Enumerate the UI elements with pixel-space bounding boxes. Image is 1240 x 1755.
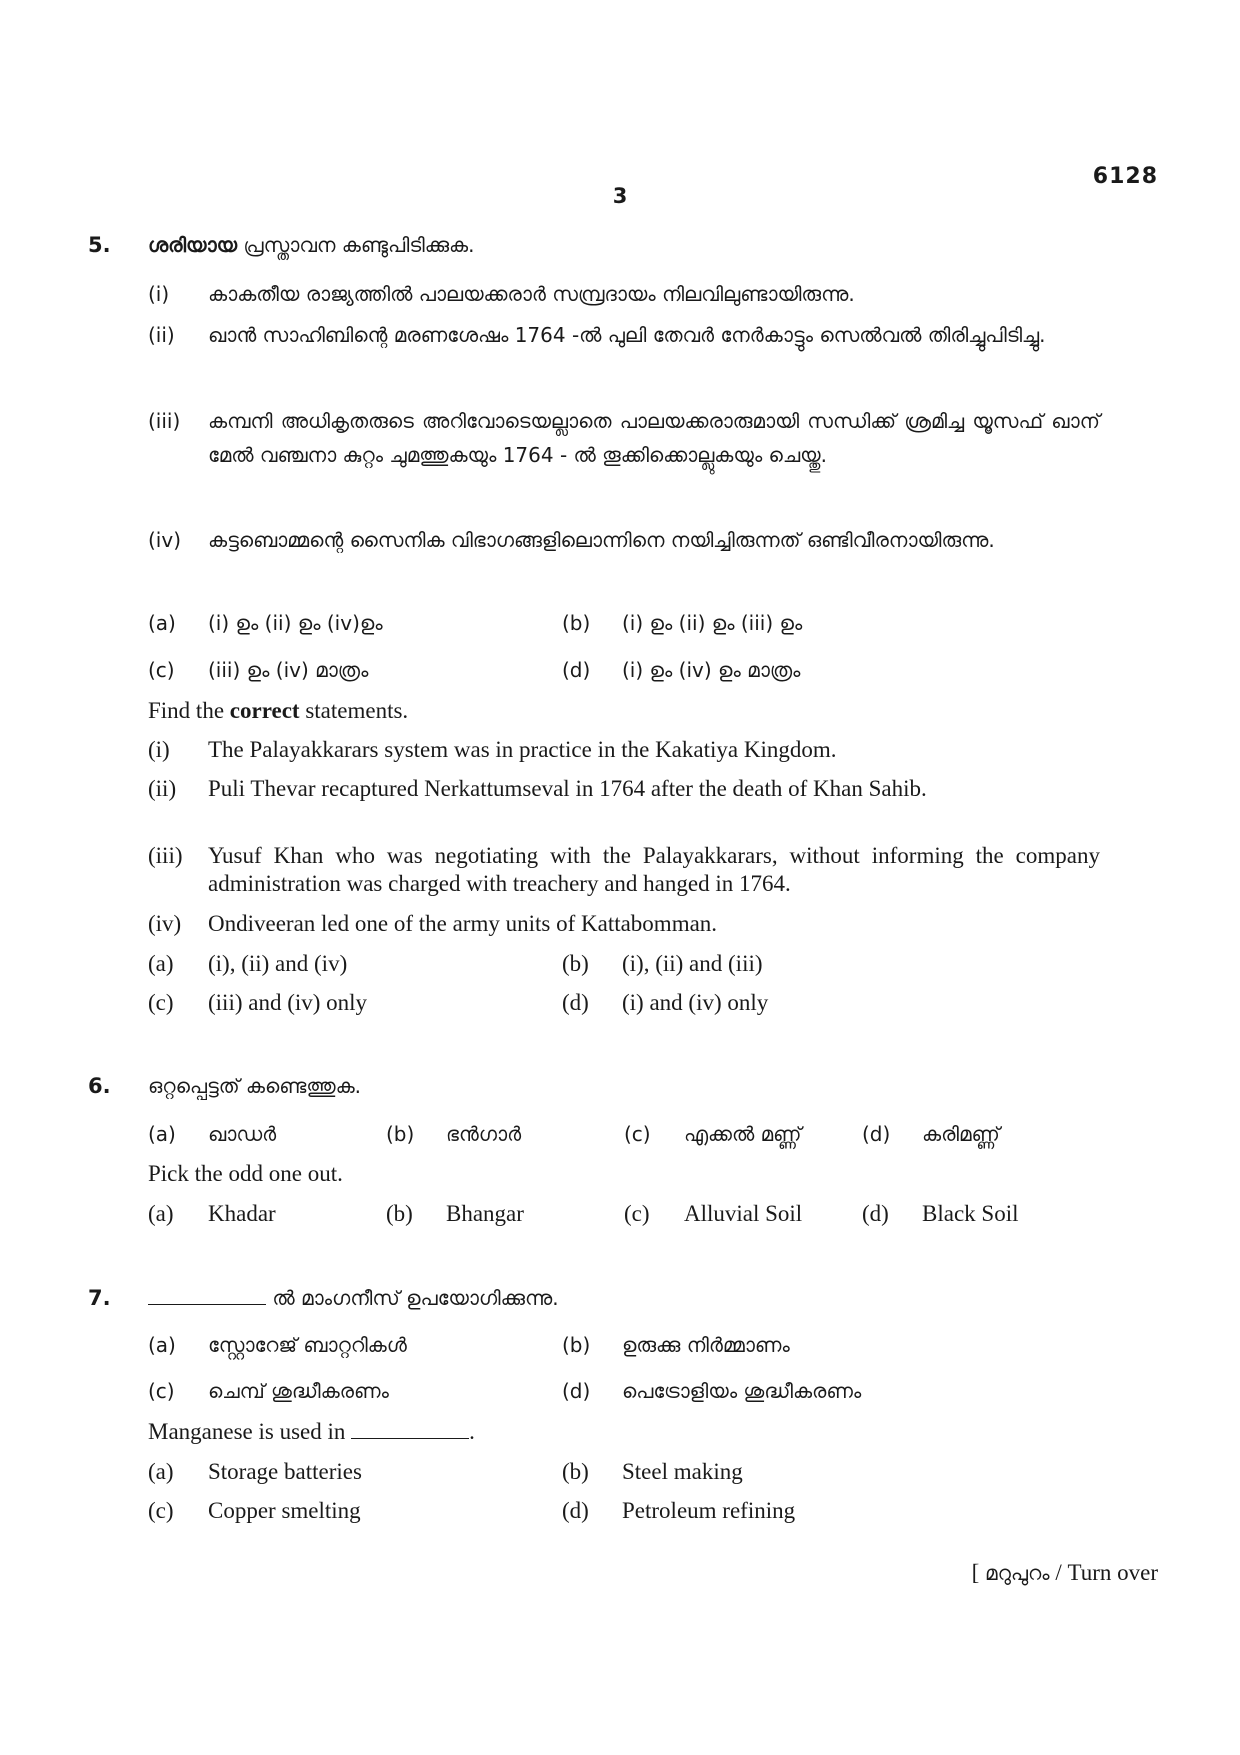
question-6-number: 6. (88, 1074, 111, 1098)
item-text: Ondiveeran led one of the army units of Kattabomman. (208, 911, 718, 936)
item-text: ഖാൻ സാഹിബിന്റെ മരണശേഷം 1764 -ൽ പുലി തേവർ നേർകാട്ടും സെൽവൽ തിരിച്ചുപിടിച്ചു. (208, 323, 1046, 347)
option-marker: (b) (386, 1122, 415, 1146)
option-marker: (d) (862, 1122, 891, 1146)
option-marker: (d) (562, 658, 591, 682)
q5-ml-item (148, 277, 1098, 311)
turn-over-note (972, 1556, 1158, 1590)
option-text: (iii) ഉം (iv) മാത്രം (208, 658, 369, 682)
q7-ml-options-row (148, 1328, 1098, 1362)
question-7-number: 7. (88, 1286, 111, 1310)
option-marker: (b) (562, 951, 589, 976)
option-text: സ്റ്റോറേജ് ബാറ്ററികൾ (208, 1333, 407, 1357)
option-text: Copper smelting (208, 1498, 361, 1523)
option-marker: (c) (148, 990, 174, 1015)
option-text: ഖാഡർ (208, 1122, 277, 1146)
option-marker: (a) (148, 951, 174, 976)
option-marker: (b) (562, 611, 591, 635)
item-text: കാകതീയ രാജ്യത്തിൽ പാലയക്കരാർ സമ്പ്രദായം നിലവിലുണ്ടായിരുന്നു. (208, 282, 855, 306)
q5-en-item (148, 736, 1098, 764)
item-marker: (iv) (148, 911, 182, 936)
option-text: Bhangar (446, 1201, 524, 1226)
q5-en-options-row (148, 950, 1098, 978)
item-text: Puli Thevar recaptured Nerkattumseval in 1764 after the death of Khan Sahib. (208, 776, 927, 801)
q5-en-options-row (148, 989, 1098, 1017)
option-text: ചെമ്പ് ശുദ്ധീകരണം (208, 1379, 389, 1403)
option-marker: (b) (562, 1459, 589, 1484)
option-text: ഭൻഗാർ (446, 1122, 522, 1146)
en-stem-text: Find the (148, 698, 230, 723)
en-stem-text: statements. (299, 698, 409, 723)
option-marker: (b) (562, 1333, 591, 1357)
option-text: (iii) and (iv) only (208, 990, 368, 1015)
q5-ml-options-row (148, 606, 1098, 640)
question-6-ml-stem: ഒറ്റപ്പെട്ടത് കണ്ടെത്തുക. (148, 1074, 362, 1098)
item-marker: (i) (148, 737, 170, 762)
ml-stem-emphasis: ശരിയായ (148, 233, 238, 257)
item-marker: (ii) (148, 323, 175, 347)
en-stem-text: Manganese is used in (148, 1419, 352, 1444)
option-text: (i), (ii) and (iii) (622, 951, 763, 976)
item-marker: (i) (148, 282, 170, 306)
question-5-ml-stem (148, 228, 475, 262)
option-marker: (c) (624, 1122, 651, 1146)
answer-blank (351, 1420, 469, 1439)
question-5-number: 5. (88, 233, 111, 257)
item-marker: (ii) (148, 776, 177, 801)
footer-en-text: Turn over (1067, 1560, 1158, 1585)
option-marker: (c) (148, 1379, 175, 1403)
option-marker: (d) (562, 1498, 589, 1523)
option-text: Storage batteries (208, 1459, 362, 1484)
item-text: കമ്പനി അധികൃതരുടെ അറിവോടെയല്ലാതെ പാലയക്കരാരുമായി സന്ധിക്ക് ശ്രമിച്ച യൂസഫ് ഖാന് മേൽ വഞ്ചനാ കുറ്റം ചുമത്തുകയും 1764 - ൽ തൂക്കിക്കൊല്ലുകയും ചെയ്തു. (208, 409, 1100, 467)
option-marker: (c) (148, 1498, 174, 1523)
option-marker: (d) (562, 990, 589, 1015)
option-marker: (a) (148, 1122, 176, 1146)
option-text: (i), (ii) and (iv) (208, 951, 348, 976)
en-stem-text: . (469, 1419, 475, 1444)
question-5-en-stem (148, 697, 408, 725)
q5-ml-options-row (148, 653, 1098, 687)
ml-stem-text: പ്രസ്താവന കണ്ടുപിടിക്കുക. (237, 233, 475, 257)
option-marker: (a) (148, 611, 176, 635)
option-text: (i) and (iv) only (622, 990, 769, 1015)
footer-separator: / (1049, 1560, 1068, 1585)
option-marker: (c) (624, 1201, 650, 1226)
option-text: Steel making (622, 1459, 743, 1484)
option-text: Khadar (208, 1201, 276, 1226)
answer-blank (148, 1284, 266, 1305)
ml-stem-text: ൽ മാംഗനീസ് ഉപയോഗിക്കുന്നു. (266, 1286, 559, 1310)
q5-ml-item (148, 523, 1098, 595)
option-text: പെട്രോളിയം ശുദ്ധീകരണം (622, 1379, 862, 1403)
q5-en-item (148, 775, 1098, 831)
q7-ml-options-row (148, 1374, 1098, 1408)
item-text: Yusuf Khan who was negotiating with the Palayakkarars, without informing the company administration was charged with treachery and hanged in 1764. (208, 843, 1100, 896)
q5-en-item (148, 910, 1098, 938)
option-text: (i) ഉം (iv) ഉം മാത്രം (622, 658, 801, 682)
item-marker: (iv) (148, 528, 181, 552)
q7-en-options-row (148, 1497, 1098, 1525)
en-stem-emphasis: correct (229, 698, 300, 723)
option-text: കരിമണ്ണ് (922, 1122, 1000, 1146)
q5-ml-item (148, 318, 1098, 390)
option-text: Alluvial Soil (684, 1201, 803, 1226)
option-text: (i) ഉം (ii) ഉം (iv)ഉം (208, 611, 383, 635)
option-text: (i) ഉം (ii) ഉം (iii) ഉം (622, 611, 803, 635)
option-marker: (d) (562, 1379, 591, 1403)
q5-en-item (148, 842, 1098, 898)
page-number: 3 (612, 184, 628, 208)
item-text: The Palayakkarars system was in practice in the Kakatiya Kingdom. (208, 737, 837, 762)
question-7-ml-stem (148, 1281, 559, 1315)
item-marker: (iii) (148, 409, 181, 433)
item-text: കട്ടബൊമ്മന്റെ സൈനിക വിഭാഗങ്ങളിലൊന്നിനെ നയിച്ചിരുന്നത് ഒണ്ടിവീരനായിരുന്നു. (208, 528, 995, 552)
q6-en-options-row (148, 1200, 1098, 1228)
option-marker: (d) (862, 1201, 889, 1226)
option-marker: (c) (148, 658, 175, 682)
option-marker: (b) (386, 1201, 413, 1226)
question-7-en-stem (148, 1418, 475, 1446)
option-text: Petroleum refining (622, 1498, 796, 1523)
q7-en-options-row (148, 1458, 1098, 1486)
option-text: Black Soil (922, 1201, 1019, 1226)
option-marker: (a) (148, 1459, 174, 1484)
item-marker: (iii) (148, 843, 183, 868)
q5-ml-item (148, 404, 1098, 510)
footer-ml-text: മറുപുറം (985, 1561, 1050, 1585)
option-marker: (a) (148, 1201, 174, 1226)
option-marker: (a) (148, 1333, 176, 1357)
footer-bracket: [ (971, 1560, 986, 1585)
q6-ml-options-row (148, 1117, 1098, 1151)
option-text: എക്കൽ മണ്ണ് (684, 1122, 802, 1146)
question-6-en-stem: Pick the odd one out. (148, 1161, 343, 1186)
option-text: ഉരുക്കു നിർമ്മാണം (622, 1333, 790, 1357)
paper-code: 6128 (1092, 164, 1158, 189)
